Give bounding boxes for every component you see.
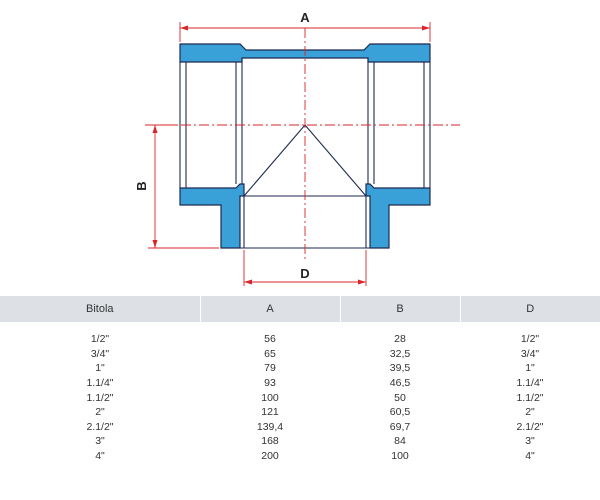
- cell-b: 39,5: [389, 362, 411, 375]
- table-row: [0, 434, 600, 449]
- cell-bitola: 3": [95, 435, 105, 448]
- cell-bitola: 1/2": [90, 333, 110, 346]
- cell-d: 1.1/4": [516, 377, 544, 390]
- cell-b: 60,5: [389, 406, 411, 419]
- dimension-d-label: D: [300, 266, 310, 281]
- cell-a: 200: [261, 450, 279, 463]
- cell-d: 2": [525, 406, 535, 419]
- cell-bitola: 2": [95, 406, 105, 419]
- cell-b: 32,5: [389, 347, 411, 360]
- cell-a: 100: [261, 391, 279, 404]
- cell-bitola: 1.1/4": [86, 377, 114, 390]
- table-header-row: [0, 296, 600, 322]
- header-a: A: [200, 296, 340, 322]
- cell-d: 3/4": [520, 347, 540, 360]
- cell-b: 46,5: [389, 377, 411, 390]
- cell-d: 1/2": [520, 333, 540, 346]
- cell-b: 84: [394, 435, 406, 448]
- table-row: [0, 347, 600, 362]
- cell-a: 79: [264, 362, 276, 375]
- centerlines: [145, 28, 460, 262]
- dimension-b: [148, 125, 219, 248]
- cell-a: 139,4: [256, 420, 284, 433]
- table-body: [0, 322, 600, 463]
- cell-bitola: 1.1/2": [86, 391, 114, 404]
- dimension-a-label: A: [300, 10, 310, 25]
- cell-d: 1": [525, 362, 535, 375]
- table-row: [0, 322, 600, 347]
- table-row: [0, 449, 600, 464]
- cell-d: 1.1/2": [516, 391, 544, 404]
- dimension-b-label: B: [134, 181, 149, 191]
- table-row: [0, 390, 600, 405]
- cell-d: 3": [525, 435, 535, 448]
- cell-a: 168: [261, 435, 279, 448]
- cell-bitola: 4": [95, 450, 105, 463]
- cell-bitola: 1": [95, 362, 105, 375]
- table-row: [0, 361, 600, 376]
- table-row: [0, 420, 600, 435]
- header-bitola: Bitola: [0, 296, 200, 322]
- cell-a: 65: [264, 347, 276, 360]
- cell-b: 100: [391, 450, 409, 463]
- cell-a: 93: [264, 377, 276, 390]
- cell-d: 4": [525, 450, 535, 463]
- cell-d: 2.1/2": [516, 420, 544, 433]
- dimensions-table: [0, 296, 600, 463]
- header-d: D: [460, 296, 600, 322]
- table-row: [0, 405, 600, 420]
- header-b: B: [340, 296, 460, 322]
- tee-left-shoulder: [180, 184, 244, 248]
- cell-a: 121: [261, 406, 279, 419]
- cell-b: 50: [394, 391, 406, 404]
- cell-b: 28: [394, 333, 406, 346]
- cell-bitola: 2.1/2": [86, 420, 114, 433]
- tee-right-shoulder: [366, 184, 430, 248]
- cell-b: 69,7: [389, 420, 411, 433]
- cell-a: 56: [264, 333, 276, 346]
- table-row: [0, 376, 600, 391]
- cell-bitola: 3/4": [90, 347, 110, 360]
